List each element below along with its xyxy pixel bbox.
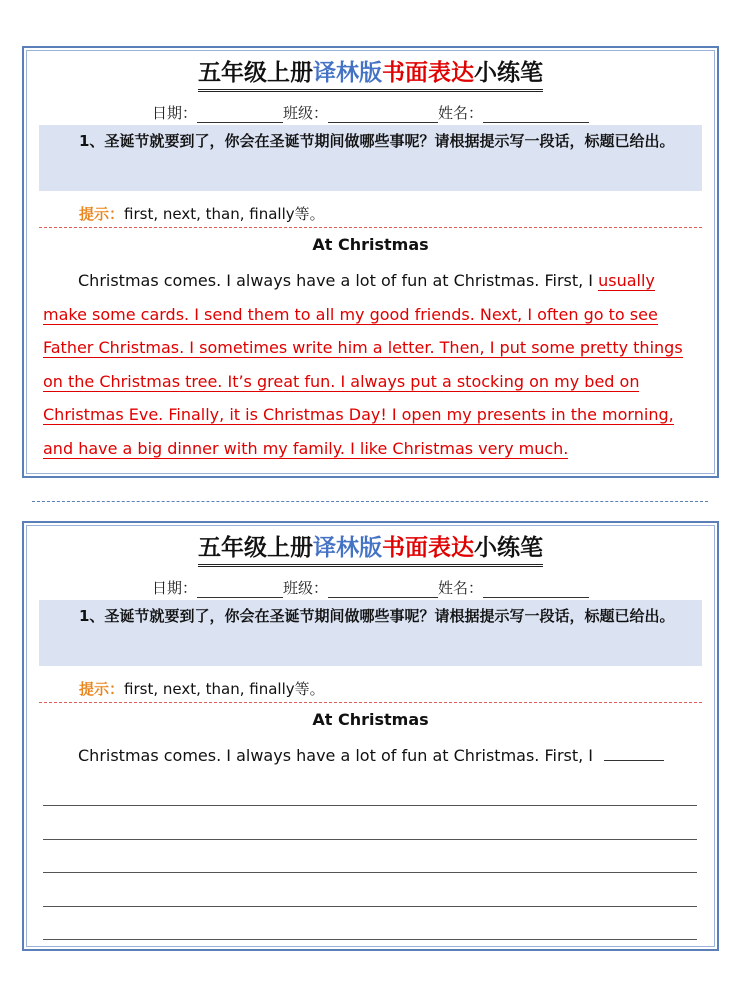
- class-label: 班级：: [282, 104, 328, 122]
- title-part-type: 小练笔: [474, 535, 543, 561]
- hint-line: [39, 675, 702, 703]
- name-label: 姓名：: [438, 104, 484, 122]
- title-part-edition: 译林版: [313, 60, 382, 86]
- class-field[interactable]: [328, 581, 438, 598]
- essay-title: At Christmas: [312, 235, 429, 254]
- writing-line[interactable]: [43, 840, 697, 874]
- writing-line[interactable]: [43, 773, 697, 807]
- writing-line[interactable]: [43, 806, 697, 840]
- title-part-type: 小练笔: [474, 60, 543, 86]
- name-label: 姓名：: [438, 579, 484, 597]
- essay-start-text: Christmas comes. I always have a lot of fun at Christmas. First, I: [78, 271, 599, 290]
- title-part-grade: 五年级上册: [198, 60, 313, 86]
- hint-line: [39, 200, 702, 228]
- writing-line[interactable]: [43, 907, 697, 941]
- worksheet-title: [24, 533, 717, 567]
- title-part-edition: 译林版: [313, 535, 382, 561]
- writing-area: [43, 739, 697, 940]
- title-part-topic: 书面表达: [382, 535, 474, 561]
- hint-label: 提示：: [79, 205, 125, 223]
- info-line: [24, 103, 717, 123]
- essay-answer: [43, 264, 699, 465]
- name-field[interactable]: [483, 106, 589, 123]
- hint-label: 提示：: [79, 680, 125, 698]
- class-field[interactable]: [328, 106, 438, 123]
- hint-text: first, next, than, finally等。: [124, 680, 325, 698]
- date-field[interactable]: [197, 106, 283, 123]
- question-text: 1、圣诞节就要到了，你会在圣诞节期间做哪些事呢？请根据提示写一段话，标题已给出。: [39, 125, 702, 191]
- worksheet-answer-card: [22, 46, 719, 478]
- worksheet-blank-card: [22, 521, 719, 951]
- writing-line[interactable]: [43, 873, 697, 907]
- worksheet-title: [24, 58, 717, 92]
- essay-start-text: Christmas comes. I always have a lot of fun at Christmas. First, I: [78, 746, 599, 765]
- class-label: 班级：: [282, 579, 328, 597]
- essay-title: At Christmas: [312, 710, 429, 729]
- date-field[interactable]: [197, 581, 283, 598]
- question-text: 1、圣诞节就要到了，你会在圣诞节期间做哪些事呢？请根据提示写一段话，标题已给出。: [39, 600, 702, 666]
- title-part-topic: 书面表达: [382, 60, 474, 86]
- model-answer-text: usually make some cards. I send them to all my good friends. Next, I often go to see Father Christmas. I sometimes write him a letter. Then, I put some pretty things on the Christmas tree. It’s great fun. I always put a stocking on my bed on Christmas Eve. Finally, it is Christmas Day! I open my presents in the morning, and have a big dinner with my family. I like Christmas very much.: [43, 271, 683, 458]
- title-part-grade: 五年级上册: [198, 535, 313, 561]
- date-label: 日期：: [151, 104, 197, 122]
- info-line: [24, 578, 717, 598]
- answer-blank[interactable]: [604, 746, 664, 761]
- date-label: 日期：: [151, 579, 197, 597]
- name-field[interactable]: [483, 581, 589, 598]
- card-separator: [32, 501, 708, 502]
- hint-text: first, next, than, finally等。: [124, 205, 325, 223]
